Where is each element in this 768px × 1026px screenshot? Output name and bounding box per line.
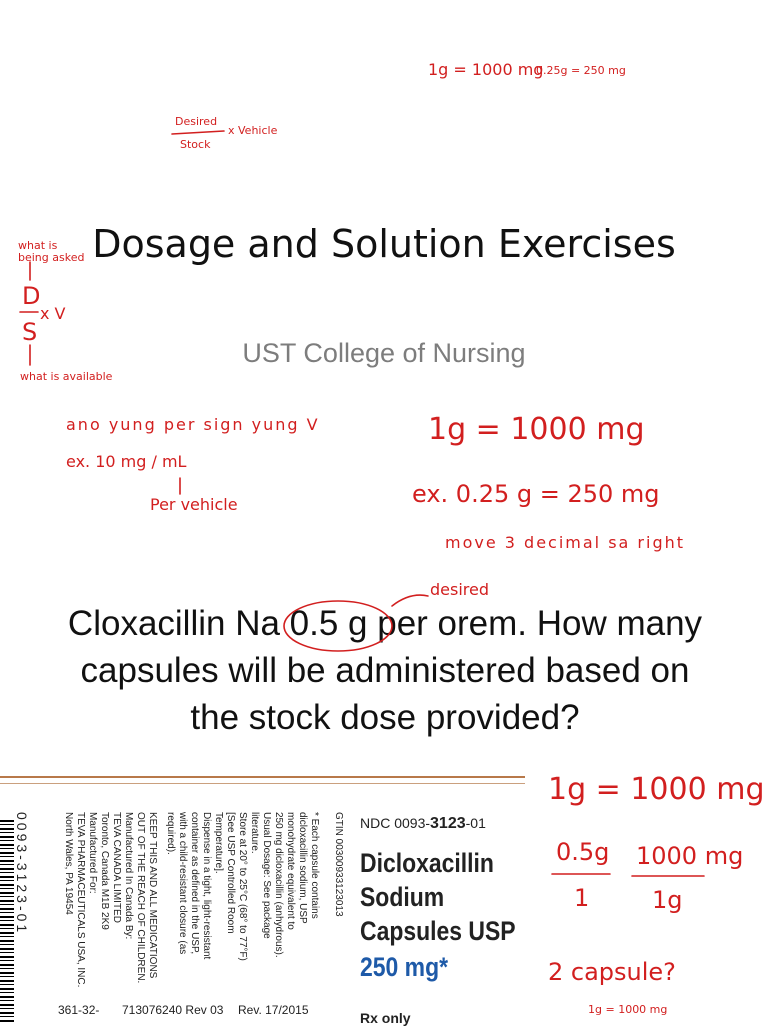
label-text-14: KEEP THIS AND ALL MEDICATIONS xyxy=(147,812,158,979)
label-text-19: Manufactured For: xyxy=(87,812,98,894)
note-s: S xyxy=(22,318,38,346)
ndc-suffix: -01 xyxy=(465,815,486,831)
barcode xyxy=(0,820,14,1024)
slide-subtitle: UST College of Nursing xyxy=(242,338,526,368)
note-move-decimal: move 3 decimal sa right xyxy=(445,533,686,552)
label-text-11: container as defined in the USP, xyxy=(189,812,200,955)
label-text-10: Dispense in a tight, light-resistant xyxy=(201,812,212,960)
drug-strength: 250 mg* xyxy=(360,952,449,982)
label-top-rule-2 xyxy=(0,783,525,784)
label-gtin: GTIN 00300933123013 xyxy=(333,812,344,917)
label-text-13: required). xyxy=(165,812,176,855)
label-code-2: 713076240 Rev 03 xyxy=(122,1003,224,1017)
label-code-1: 361-32- xyxy=(58,1003,100,1017)
ndc-prefix: NDC 0093- xyxy=(360,815,431,831)
note-top-small: 0.25g = 250 mg xyxy=(536,64,626,77)
note-what-available: what is available xyxy=(20,370,113,383)
note-example: ex. 10 mg / mL xyxy=(66,452,187,471)
label-top-rule xyxy=(0,776,525,778)
label-text-7: Store at 20° to 25°C (68° to 77°F) xyxy=(237,812,248,961)
note-d: D xyxy=(22,282,41,310)
note-answer: 2 capsule? xyxy=(548,958,676,986)
question-text: Cloxacillin Na 0.5 g per orem. How many capsules will be administered based on the stock dose provided? xyxy=(67,604,703,737)
note-per-vehicle: Per vehicle xyxy=(150,495,238,514)
drug-name-line3: Capsules USP xyxy=(360,916,516,946)
label-ndc xyxy=(360,815,486,833)
label-text-5: Usual Dosage: See package xyxy=(261,812,272,939)
slide-title: Dosage and Solution Exercises xyxy=(92,222,676,266)
note-frac-a: 0.5g xyxy=(556,838,610,866)
note-desired-arrow: desired xyxy=(430,580,490,599)
ndc-main: 3123 xyxy=(430,815,466,832)
label-text-6: literature. xyxy=(249,812,260,854)
note-x-vehicle: x Vehicle xyxy=(228,124,278,137)
note-frac-d: 1g xyxy=(652,886,683,914)
note-stock: Stock xyxy=(180,138,211,151)
note-per-sign: ano yung per sign yung V xyxy=(66,415,320,434)
drug-name-line1: Dicloxacillin xyxy=(360,848,494,878)
note-top-conversion: 1g = 1000 mg xyxy=(428,60,544,79)
note-low-conversion: 1g = 1000 mg xyxy=(548,772,765,807)
note-frac-b: 1000 mg xyxy=(636,842,744,870)
note-tiny-conversion: 1g = 1000 mg xyxy=(588,1003,668,1016)
label-code-3: Rev. 17/2015 xyxy=(238,1003,309,1017)
note-xv: x V xyxy=(40,304,66,323)
note-mid-conversion: 1g = 1000 mg xyxy=(428,412,645,447)
label-text-20: TEVA PHARMACEUTICALS USA, INC. xyxy=(75,812,86,988)
rx-only: Rx only xyxy=(360,1010,411,1026)
barcode-digits: 0093-3123-01 xyxy=(14,812,30,936)
label-text-18: Toronto, Canada M1B 2K9 xyxy=(99,812,110,930)
note-what-asked: what is being asked xyxy=(18,239,85,264)
label-text-3: monohydrate equivalent to xyxy=(285,812,296,930)
label-text-4: 250 mg dicloxacillin (anhydrous). xyxy=(273,812,284,958)
label-text-17: TEVA CANADA LIMITED xyxy=(111,812,122,923)
desired-stock-bar xyxy=(172,131,224,134)
label-text-21: North Wales, PA 19454 xyxy=(63,812,74,915)
label-text-1: * Each capsule contains xyxy=(309,812,320,919)
note-mid-example: ex. 0.25 g = 250 mg xyxy=(412,480,660,508)
label-text-2: dicloxacillin sodium, USP xyxy=(297,812,308,924)
label-text-15: OUT OF THE REACH OF CHILDREN. xyxy=(135,812,146,984)
label-text-8: [See USP Controlled Room xyxy=(225,812,236,934)
note-desired: Desired xyxy=(175,115,218,128)
label-text-12: with a child-resistant closure (as xyxy=(177,812,188,955)
label-text-9: Temperature]. xyxy=(213,812,224,874)
note-frac-c: 1 xyxy=(574,884,590,912)
drug-name-line2: Sodium xyxy=(360,882,445,912)
label-text-16: Manufactured In Canada By: xyxy=(123,812,134,940)
